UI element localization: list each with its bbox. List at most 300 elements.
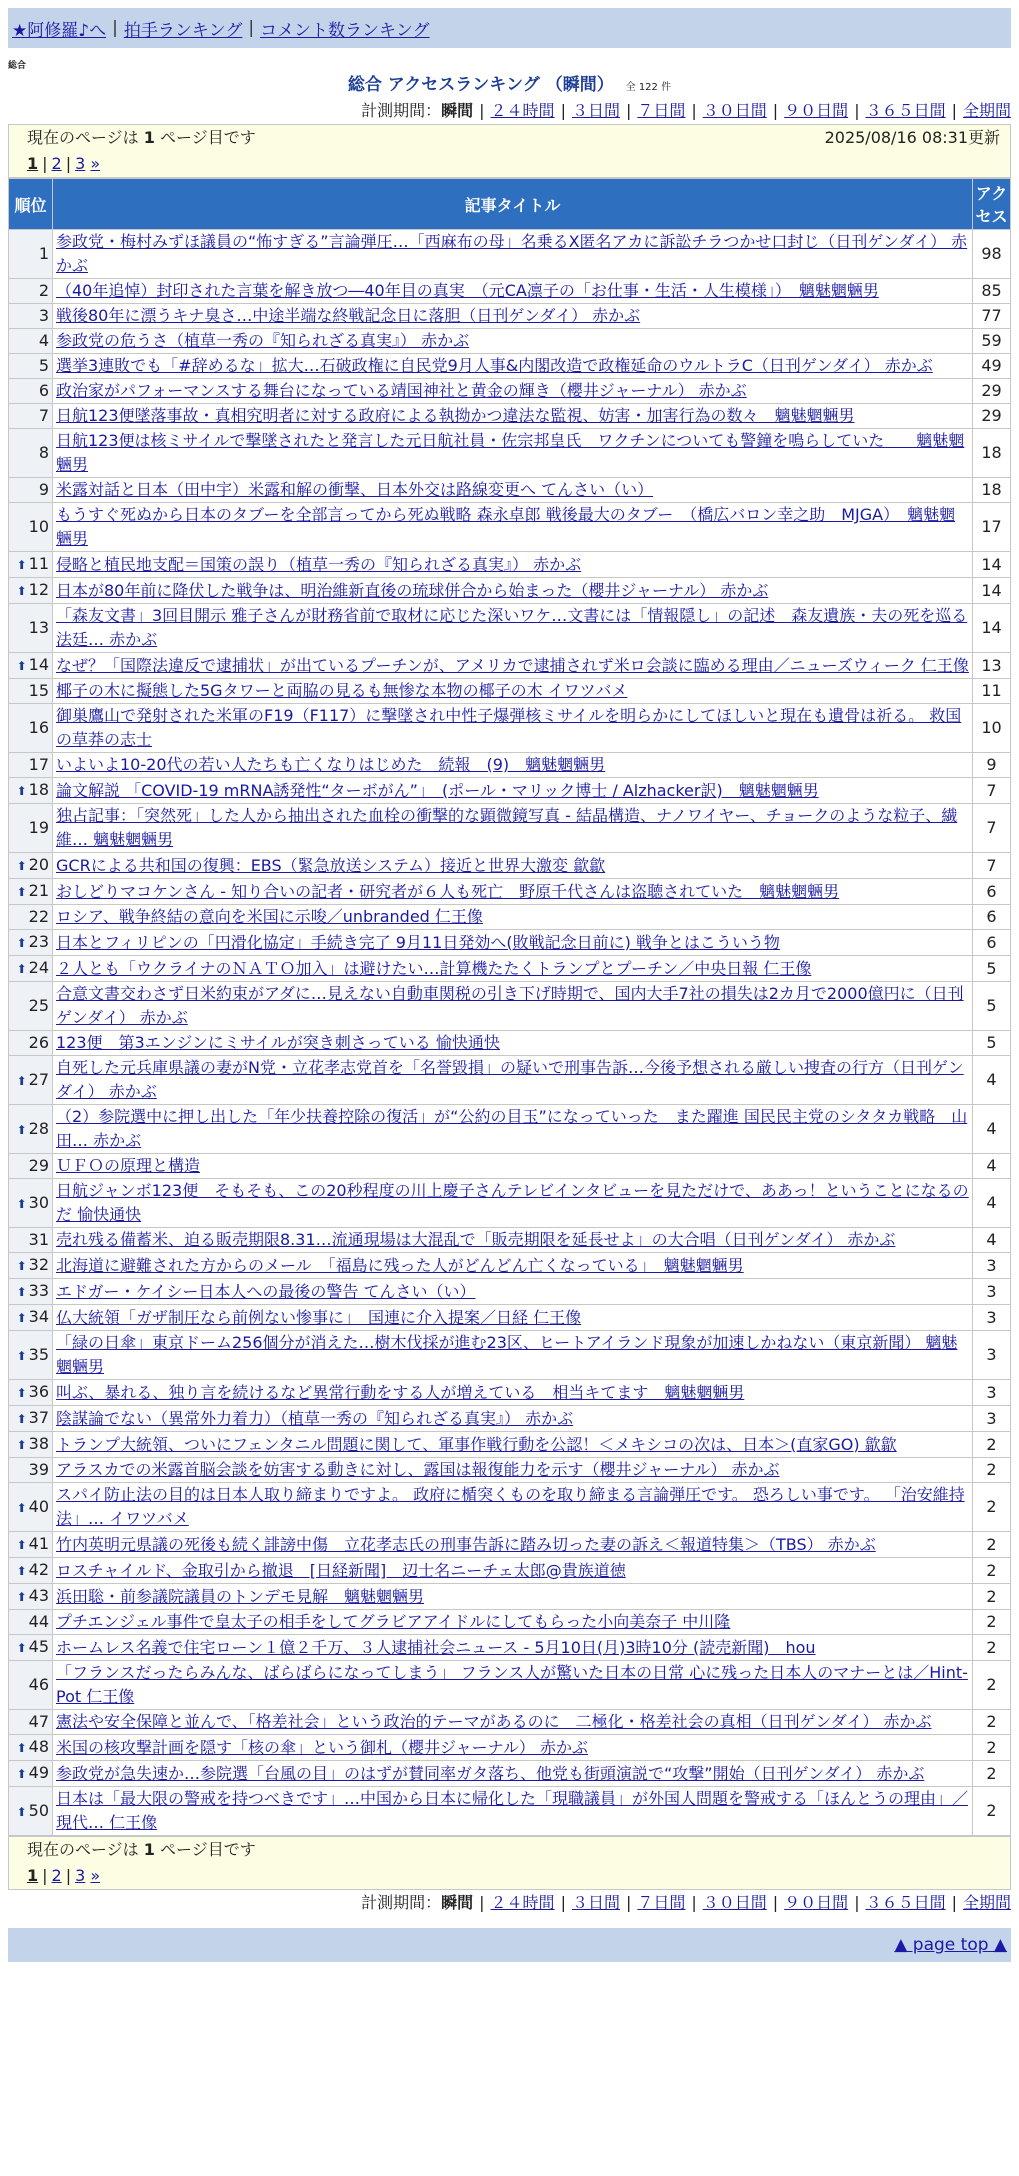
access-count: 5 xyxy=(973,956,1011,982)
page-current: 1 xyxy=(27,154,39,173)
article-link[interactable]: 123便 第3エンジンにミサイルが突き刺さっている 愉快通快 xyxy=(56,1033,500,1052)
access-count: 2 xyxy=(973,1532,1011,1558)
rank-up-arrow-icon: ⬆ xyxy=(16,1259,27,1273)
period-separator: | xyxy=(772,101,779,120)
rank-number: 17 xyxy=(28,755,49,774)
rank-cell xyxy=(9,1253,53,1279)
title-cell xyxy=(53,279,973,304)
category-label: 総合 xyxy=(8,61,27,71)
ranking-table xyxy=(8,178,1011,1836)
table-row xyxy=(9,1635,1011,1661)
access-count: 2 xyxy=(973,1710,1011,1735)
access-count: 2 xyxy=(973,1761,1011,1787)
period-link[interactable]: ３０日間 xyxy=(702,1893,767,1912)
access-count: 3 xyxy=(973,1380,1011,1406)
access-count: 4 xyxy=(973,1154,1011,1179)
table-row xyxy=(9,778,1011,804)
access-count: 49 xyxy=(973,354,1011,379)
page-next-link[interactable]: » xyxy=(90,1866,101,1885)
rank-number: 43 xyxy=(28,1586,49,1605)
rank-number: 37 xyxy=(28,1408,49,1427)
rank-cell xyxy=(9,930,53,956)
article-link[interactable]: 憲法や安全保障と並んで、「格差社会」という政治的テーマがあるのに 二極化・格差社会の真相（日刊ゲンダイ） 赤かぶ xyxy=(56,1712,932,1731)
page-link[interactable]: 3 xyxy=(75,1866,86,1885)
period-selector-top xyxy=(8,98,1011,124)
article-link[interactable]: 米国の核攻撃計画を隠す「核の傘」という御札（櫻井ジャーナル） 赤かぶ xyxy=(56,1737,588,1757)
rank-number: 19 xyxy=(28,818,49,837)
table-row xyxy=(9,304,1011,329)
rank-up-arrow-icon: ⬆ xyxy=(16,1412,27,1426)
clap-ranking-link[interactable]: 拍手ランキング xyxy=(123,20,243,41)
title-cell xyxy=(53,1761,973,1787)
access-count: 17 xyxy=(973,503,1011,552)
article-link[interactable]: 御巣鷹山で発射された米軍のF19（F117）に撃墜され中性子爆弾核ミサイルを明らかにしてほしいと現在も遺骨は祈る。 救国の草莽の志士 xyxy=(56,706,962,749)
rank-number: 11 xyxy=(28,554,49,573)
article-link[interactable]: 竹内英明元県議の死後も続く誹謗中傷 立花孝志氏の刑事告訴に踏み切った妻の訴え＜報道特集＞（TBS） 赤かぶ xyxy=(56,1534,876,1554)
table-row xyxy=(9,1331,1011,1380)
article-link[interactable]: 日本は「最大限の警戒を持つべきです」…中国から日本に帰化した「現職議員」が外国人問題を警戒する「ほんとうの理由」／現代… 仁王像 xyxy=(56,1789,969,1832)
article-link[interactable]: （2）参院選中に押し出した「年少扶養控除の復活」が“公約の目玉”になっていった また躍進 国民民主党のシタタカ戦略 山田… 赤かぶ xyxy=(56,1107,968,1150)
period-separator: | xyxy=(691,1893,697,1912)
table-row xyxy=(9,379,1011,404)
rank-number: 6 xyxy=(38,381,49,400)
rank-cell xyxy=(9,279,53,304)
page-link[interactable]: 2 xyxy=(51,1866,62,1885)
table-row xyxy=(9,1432,1011,1458)
nav-separator: | xyxy=(248,18,255,38)
title-cell xyxy=(53,982,973,1031)
total-count: 全 122 件 xyxy=(625,82,672,93)
rank-cell xyxy=(9,503,53,552)
rank-number: 50 xyxy=(28,1800,49,1820)
access-count: 10 xyxy=(973,704,1011,753)
article-link[interactable]: 米露対話と日本（田中宇）米露和解の衝撃、日本外交は路線変更へ てんさい（い） xyxy=(56,480,654,499)
rank-number: 14 xyxy=(28,655,49,674)
rank-cell xyxy=(9,604,53,653)
article-link[interactable]: （40年追悼）封印された言葉を解き放つ―40年目の真実 （元CA凛子の「お仕事・生活・人生模様」） 魑魅魍魎男 xyxy=(56,281,879,300)
rank-up-arrow-icon: ⬆ xyxy=(16,584,27,598)
table-row xyxy=(9,478,1011,503)
table-row xyxy=(9,982,1011,1031)
article-link[interactable]: もうすぐ死ぬから日本のタブーを全部言ってから死ぬ戦略 森永卓郎 戦後最大のタブー （橋広バロン幸之助 MJGA） 魑魅魍魎男 xyxy=(56,505,956,548)
title-cell xyxy=(53,1610,973,1635)
title-cell xyxy=(53,379,973,404)
period-separator: | xyxy=(772,1893,779,1912)
article-link[interactable]: ロスチャイルド、金取引から撤退 [日経新聞] 辺士名ニーチェ太郎@貴族道徳 xyxy=(56,1560,626,1580)
table-row xyxy=(9,1305,1011,1331)
title-cell xyxy=(53,905,973,930)
rank-number: 39 xyxy=(28,1460,49,1479)
article-link[interactable]: スパイ防止法の目的は日本人取り締まりですよ。 政府に楯突くものを取り締まる言論弾圧です。 恐ろしい事です。 「治安維持法」… イワツバメ xyxy=(56,1485,965,1528)
rank-up-arrow-icon: ⬆ xyxy=(16,936,27,950)
rank-cell xyxy=(9,1432,53,1458)
article-link[interactable]: 論文解説 「COVID-19 mRNA誘発性“ターボがん”」 (ポール・マリック博士 / Alzhacker訳) 魑魅魍魎男 xyxy=(56,780,819,800)
title-cell xyxy=(53,230,973,279)
period-current: 瞬間 xyxy=(441,1893,474,1912)
rank-up-arrow-icon: ⬆ xyxy=(16,1285,27,1299)
page-top-link[interactable]: ▲ page top ▲ xyxy=(894,1935,1007,1955)
period-separator: | xyxy=(625,101,632,120)
article-link[interactable]: 自死した元兵庫県議の妻がN党・立花孝志党首を「名誉毀損」の疑いで刑事告訴…今後予想される厳しい捜査の行方（日刊ゲンダイ） 赤かぶ xyxy=(56,1058,964,1101)
table-row xyxy=(9,1228,1011,1253)
title-cell xyxy=(53,1154,973,1179)
rank-number: 20 xyxy=(28,855,49,874)
rank-up-arrow-icon: ⬆ xyxy=(16,1196,27,1211)
table-row xyxy=(9,279,1011,304)
rank-cell xyxy=(9,1331,53,1380)
access-count: 2 xyxy=(973,1610,1011,1635)
article-link[interactable]: ＵＦＯの原理と構造 xyxy=(56,1156,201,1175)
rank-number: 1 xyxy=(38,244,49,263)
article-link[interactable]: 浜田聡・前参議院議員のトンデモ見解 魑魅魍魎男 xyxy=(56,1586,425,1606)
rank-cell xyxy=(9,879,53,905)
rank-number: 4 xyxy=(38,331,49,350)
access-count: 3 xyxy=(973,1406,1011,1432)
title-cell xyxy=(53,778,973,804)
rank-cell xyxy=(9,853,53,879)
access-count: 7 xyxy=(973,853,1011,879)
access-count: 4 xyxy=(973,1179,1011,1228)
article-link[interactable]: トランプ大統領、ついにフェンタニル問題に関して、軍事作戦行動を公認！＜メキシコの次は、日本＞(直家GO) 歙歙 xyxy=(56,1434,897,1454)
title-cell xyxy=(53,552,973,578)
rank-up-arrow-icon: ⬆ xyxy=(16,859,27,873)
article-link[interactable]: なぜ？「国際法違反で逮捕状」が出ているプーチンが、アメリカで逮捕されず米ロ会談に臨める理由／ニューズウィーク 仁王像 xyxy=(56,655,969,675)
title-cell xyxy=(53,429,973,478)
access-count: 13 xyxy=(973,653,1011,679)
table-row xyxy=(9,1532,1011,1558)
page-next-link[interactable]: » xyxy=(90,154,101,173)
rank-number: 42 xyxy=(28,1560,49,1579)
article-link[interactable]: 日航123便墜落事故・真相究明者に対する政府による執拗かつ違法な監視、妨害・加害行為の数々 魑魅魍魎男 xyxy=(56,406,855,425)
access-count: 6 xyxy=(973,879,1011,905)
article-link[interactable]: 参政党・梅村みずほ議員の“怖すぎる”言論弾圧…「西麻布の母」名乗るX匿名アカに訴訟チラつかせ口封じ（日刊ゲンダイ） 赤かぶ xyxy=(56,232,968,275)
access-count: 9 xyxy=(973,753,1011,778)
rank-cell xyxy=(9,982,53,1031)
title-cell xyxy=(53,1179,973,1228)
rank-cell xyxy=(9,1105,53,1154)
period-current: 瞬間 xyxy=(441,101,474,120)
title-cell xyxy=(53,1710,973,1735)
rank-number: 25 xyxy=(28,996,49,1015)
rank-number: 38 xyxy=(28,1434,49,1453)
article-link[interactable]: 日本が80年前に降伏した戦争は、明治維新直後の琉球併合から始まった（櫻井ジャーナル） 赤かぶ xyxy=(56,580,769,600)
access-count: 5 xyxy=(973,982,1011,1031)
period-separator: | xyxy=(560,101,566,120)
rank-number: 27 xyxy=(28,1069,49,1089)
rank-number: 30 xyxy=(28,1192,49,1212)
period-link[interactable]: ９０日間 xyxy=(784,1893,849,1912)
article-link[interactable]: ２人とも「ウクライナのＮＡＴＯ加入」は避けたい…計算機たたくトランプとプーチン／中央日報 仁王像 xyxy=(56,958,812,978)
access-count: 7 xyxy=(973,778,1011,804)
period-link[interactable]: ２４時間 xyxy=(490,1893,555,1912)
rank-cell xyxy=(9,1305,53,1331)
rank-number: 35 xyxy=(28,1344,49,1364)
article-link[interactable]: 戦後80年に漂うキナ臭さ…中途半端な終戦記念日に落胆（日刊ゲンダイ） 赤かぶ xyxy=(56,306,641,325)
rank-number: 41 xyxy=(28,1534,49,1553)
access-count: 29 xyxy=(973,379,1011,404)
table-row xyxy=(9,230,1011,279)
article-link[interactable]: 叫ぶ、暴れる、独り言を続けるなど異常行動をする人が増えている 相当キてます 魑魅魍魎男 xyxy=(56,1382,745,1402)
rank-number: 5 xyxy=(38,356,49,375)
title-cell xyxy=(53,578,973,604)
title-cell xyxy=(53,404,973,429)
title-cell xyxy=(53,879,973,905)
title-cell xyxy=(53,1483,973,1532)
period-link[interactable]: ２４時間 xyxy=(490,101,555,120)
article-link[interactable]: 北海道に避難された方からのメール 「福島に残った人がどんどん亡くなっている」 魑魅魍魎男 xyxy=(56,1255,744,1275)
table-row xyxy=(9,1380,1011,1406)
rank-cell xyxy=(9,404,53,429)
table-row xyxy=(9,354,1011,379)
rank-cell xyxy=(9,1228,53,1253)
rank-cell xyxy=(9,329,53,354)
article-link[interactable]: 「緑の日傘」東京ドーム256個分が消えた…樹木伐採が進む23区、ヒートアイランド現象が加速しかねない（東京新聞） 魑魅魍魎男 xyxy=(56,1333,958,1376)
access-count: 4 xyxy=(973,1228,1011,1253)
top-nav-bar xyxy=(8,8,1011,48)
article-link[interactable]: 日本とフィリピンの「円滑化協定」手続き完了 9月11日発効へ(敗戦記念日前に) 戦争とはこういう物 xyxy=(56,932,780,952)
article-link[interactable]: いよいよ10-20代の若い人たちも亡くなりはじめた 続報 (9) 魑魅魍魎男 xyxy=(56,755,606,774)
title-cell xyxy=(53,1056,973,1105)
rank-cell xyxy=(9,1761,53,1787)
page-separator: | xyxy=(42,154,48,173)
rank-number: 24 xyxy=(28,958,49,977)
rank-header: 順位 xyxy=(9,179,53,230)
article-link[interactable]: 日航123便は核ミサイルで撃墜されたと発言した元日航社員・佐宗邦皇氏 ワクチンについても警鐘を鳴らしていた 魑魅魍魎男 xyxy=(56,431,965,474)
rank-cell xyxy=(9,478,53,503)
access-count: 2 xyxy=(973,1432,1011,1458)
title-cell xyxy=(53,930,973,956)
rank-up-arrow-icon: ⬆ xyxy=(16,1122,27,1137)
rank-cell xyxy=(9,653,53,679)
period-link[interactable]: ３６５日間 xyxy=(865,101,946,120)
article-link[interactable]: 参政党の危うさ（植草一秀の『知られざる真実』） 赤かぶ xyxy=(56,331,470,350)
rank-number: 34 xyxy=(28,1307,49,1326)
title-cell xyxy=(53,1635,973,1661)
article-link[interactable]: おしどりマコケンさん - 知り合いの記者・研究者が６人も死亡 野原千代さんは盗聴されていた 魑魅魍魎男 xyxy=(56,881,840,901)
title-cell xyxy=(53,1661,973,1710)
article-link[interactable]: 独占記事：「突然死」した人から抽出された血栓の衝撃的な顕微鏡写真 - 結晶構造、ナノワイヤー、チョークのような粒子、繊維… 魑魅魍魎男 xyxy=(56,806,958,849)
rank-up-arrow-icon: ⬆ xyxy=(16,1804,27,1819)
period-link[interactable]: ７日間 xyxy=(637,101,686,120)
rank-number: 8 xyxy=(38,443,49,462)
table-row xyxy=(9,1610,1011,1635)
table-row xyxy=(9,1761,1011,1787)
period-link[interactable]: ３日間 xyxy=(571,1893,620,1912)
rank-cell xyxy=(9,1710,53,1735)
table-row xyxy=(9,578,1011,604)
title-cell xyxy=(53,503,973,552)
rank-cell xyxy=(9,753,53,778)
period-link[interactable]: ９０日間 xyxy=(784,101,849,120)
table-row xyxy=(9,1787,1011,1836)
rank-number: 33 xyxy=(28,1281,49,1300)
title-cell xyxy=(53,1584,973,1610)
rank-cell xyxy=(9,1406,53,1432)
article-link[interactable]: ホームレス名義で住宅ローン１億２千万、３人逮捕社会ニュース - 5月10日(月)3時10分 (読売新聞) hou xyxy=(56,1637,816,1657)
comment-ranking-link[interactable]: コメント数ランキング xyxy=(260,20,430,41)
rank-up-arrow-icon: ⬆ xyxy=(16,659,27,673)
title-cell xyxy=(53,1305,973,1331)
rank-number: 12 xyxy=(28,580,49,599)
rank-cell xyxy=(9,1584,53,1610)
page-info-box-top xyxy=(8,124,1011,178)
rank-cell xyxy=(9,552,53,578)
table-row xyxy=(9,1661,1011,1710)
table-row xyxy=(9,503,1011,552)
rank-cell xyxy=(9,429,53,478)
rank-number: 3 xyxy=(38,306,49,325)
table-row xyxy=(9,1735,1011,1761)
period-separator: | xyxy=(691,101,697,120)
rank-cell xyxy=(9,1661,53,1710)
rank-cell xyxy=(9,379,53,404)
table-row xyxy=(9,930,1011,956)
updated-timestamp: 2025/08/16 08:31更新 xyxy=(824,128,1000,147)
access-count: 6 xyxy=(973,930,1011,956)
article-link[interactable]: ロシア、戦争終結の意向を米国に示唆／unbranded 仁王像 xyxy=(56,907,483,926)
rank-cell xyxy=(9,1458,53,1483)
rank-cell xyxy=(9,1787,53,1836)
title-cell xyxy=(53,653,973,679)
home-link[interactable]: ★阿修羅♪へ xyxy=(12,20,107,41)
access-count: 7 xyxy=(973,804,1011,853)
article-link[interactable]: 侵略と植民地支配＝国策の誤り（植草一秀の『知られざる真実』） 赤かぶ xyxy=(56,554,582,574)
rank-number: 16 xyxy=(28,718,49,737)
access-count: 2 xyxy=(973,1483,1011,1532)
title-cell xyxy=(53,753,973,778)
page-current: 1 xyxy=(27,1866,39,1885)
rank-cell xyxy=(9,1380,53,1406)
rank-up-arrow-icon: ⬆ xyxy=(16,1073,27,1088)
rank-cell xyxy=(9,1735,53,1761)
access-count: 14 xyxy=(973,578,1011,604)
article-link[interactable]: アラスカでの米露首脳会談を妨害する動きに対し、露国は報復能力を示す（櫻井ジャーナル） 赤かぶ xyxy=(56,1460,780,1479)
pagination-bottom xyxy=(27,1863,1000,1889)
rank-up-arrow-icon: ⬆ xyxy=(16,1311,27,1325)
rank-number: 18 xyxy=(28,780,49,799)
table-row xyxy=(9,1056,1011,1105)
rank-number: 29 xyxy=(28,1156,49,1175)
article-link[interactable]: 椰子の木に擬態した5Gタワーと両脇の見るも無惨な本物の椰子の木 イワツバメ xyxy=(56,681,628,700)
rank-cell xyxy=(9,778,53,804)
title-cell xyxy=(53,804,973,853)
title-cell xyxy=(53,704,973,753)
rank-up-arrow-icon: ⬆ xyxy=(16,1348,27,1363)
rank-cell xyxy=(9,1610,53,1635)
page-info-box-bottom xyxy=(8,1836,1011,1890)
title-cell xyxy=(53,1432,973,1458)
table-row xyxy=(9,653,1011,679)
rank-cell xyxy=(9,1179,53,1228)
rank-up-arrow-icon: ⬆ xyxy=(16,885,27,899)
table-row xyxy=(9,1483,1011,1532)
rank-number: 31 xyxy=(28,1230,49,1249)
article-link[interactable]: 「フランスだったらみんな、ばらばらになってしまう」 フランス人が驚いた日本の日常 心に残った日本人のマナーとは／Hint-Pot 仁王像 xyxy=(56,1663,968,1706)
article-link[interactable]: エドガー・ケイシー日本人への最後の警告 てんさい（い） xyxy=(56,1281,476,1301)
title-cell xyxy=(53,604,973,653)
rank-cell xyxy=(9,1279,53,1305)
period-separator: | xyxy=(854,101,860,120)
access-count: 2 xyxy=(973,1458,1011,1483)
access-count: 6 xyxy=(973,905,1011,930)
article-link[interactable]: 日航ジャンボ123便 そもそも、この20秒程度の川上慶子さんテレビインタビューを見ただけで、ああっ！ということになるのだ 愉快通快 xyxy=(56,1181,969,1224)
rank-number: 15 xyxy=(28,681,49,700)
rank-cell xyxy=(9,578,53,604)
title-cell xyxy=(53,354,973,379)
bottom-bar xyxy=(8,1928,1011,1962)
rank-cell xyxy=(9,679,53,704)
access-count: 4 xyxy=(973,1056,1011,1105)
rank-up-arrow-icon: ⬆ xyxy=(16,558,27,572)
article-link[interactable]: プチエンジェル事件で皇太子の相手をしてグラビアアイドルにしてもらった小向美奈子 中川隆 xyxy=(56,1612,731,1631)
title-cell xyxy=(53,1406,973,1432)
table-row xyxy=(9,1105,1011,1154)
access-count: 2 xyxy=(973,1635,1011,1661)
article-link[interactable]: 陰謀論でない（異常外力着力）（植草一秀の『知られざる真実』） 赤かぶ xyxy=(56,1408,574,1428)
access-count: 3 xyxy=(973,1305,1011,1331)
article-link[interactable]: 「森友文書」3回目開示 雅子さんが財務省前で取材に応じた深いワケ…文書には「情報隠し」の記述 森友遺族・夫の死を巡る法廷… 赤かぶ xyxy=(56,606,968,649)
period-link[interactable]: 全期間 xyxy=(962,1893,1011,1912)
title-cell xyxy=(53,679,973,704)
rank-cell xyxy=(9,1056,53,1105)
table-row xyxy=(9,804,1011,853)
table-row xyxy=(9,1584,1011,1610)
rank-number: 7 xyxy=(38,406,49,425)
rank-number: 49 xyxy=(28,1763,49,1782)
table-row xyxy=(9,679,1011,704)
page-separator: | xyxy=(65,1866,72,1885)
access-count: 2 xyxy=(973,1787,1011,1836)
rank-cell xyxy=(9,804,53,853)
title-cell xyxy=(53,1031,973,1056)
title-cell xyxy=(53,304,973,329)
article-link[interactable]: 選挙3連敗でも「#辞めるな」拡大…石破政権に自民党9月人事&内閣改造で政権延命のウルトラC（日刊ゲンダイ） 赤かぶ xyxy=(56,356,933,375)
access-count: 5 xyxy=(973,1031,1011,1056)
article-link[interactable]: 参政党が急失速か…参院選「台風の目」のはずが賛同率ガタ落ち、他党も街頭演説で“攻撃”開始（日刊ゲンダイ） 赤かぶ xyxy=(56,1763,925,1783)
article-link[interactable]: 仏大統領「ガザ制圧なら前例ない惨事に」 国連に介入提案／日経 仁王像 xyxy=(56,1307,582,1327)
table-row xyxy=(9,552,1011,578)
table-row xyxy=(9,604,1011,653)
access-count: 3 xyxy=(973,1253,1011,1279)
article-link[interactable]: GCRによる共和国の復興：EBS（緊急放送システム）接近と世界大激変 歙歙 xyxy=(56,855,606,875)
period-link[interactable]: ３０日間 xyxy=(702,101,767,120)
rank-number: 26 xyxy=(28,1033,49,1052)
table-row xyxy=(9,956,1011,982)
rank-number: 36 xyxy=(28,1382,49,1401)
rank-number: 40 xyxy=(28,1496,49,1516)
period-separator: | xyxy=(560,1893,566,1912)
page-link[interactable]: 2 xyxy=(51,154,62,173)
title-cell xyxy=(53,478,973,503)
page-status: 現在のページは 1 ページ目です xyxy=(27,128,256,147)
rank-cell xyxy=(9,956,53,982)
page-link[interactable]: 3 xyxy=(75,154,86,173)
rank-cell xyxy=(9,1558,53,1584)
access-count: 2 xyxy=(973,1661,1011,1710)
period-link[interactable]: ３６５日間 xyxy=(865,1893,946,1912)
period-link[interactable]: ７日間 xyxy=(637,1893,686,1912)
rank-cell xyxy=(9,1532,53,1558)
access-count: 18 xyxy=(973,478,1011,503)
period-link[interactable]: 全期間 xyxy=(962,101,1011,120)
period-separator: | xyxy=(854,1893,860,1912)
access-count: 77 xyxy=(973,304,1011,329)
article-link[interactable]: 政治家がパフォーマンスする舞台になっている靖国神社と黄金の輝き（櫻井ジャーナル） 赤かぶ xyxy=(56,381,747,400)
article-link[interactable]: 合意文書交わさず日米約束がアダに…見えない自動車関税の引き下げ時期で、国内大手7社の損失は2カ月で2000億円に（日刊ゲンダイ） 赤かぶ xyxy=(56,984,964,1027)
table-row xyxy=(9,1279,1011,1305)
article-link[interactable]: 売れ残る備蓄米、迫る販売期限8.31…流通現場は大混乱で「販売期限を延長せよ」の大合唱（日刊ゲンダイ） 赤かぶ xyxy=(56,1230,896,1249)
period-link[interactable]: ３日間 xyxy=(571,101,620,120)
